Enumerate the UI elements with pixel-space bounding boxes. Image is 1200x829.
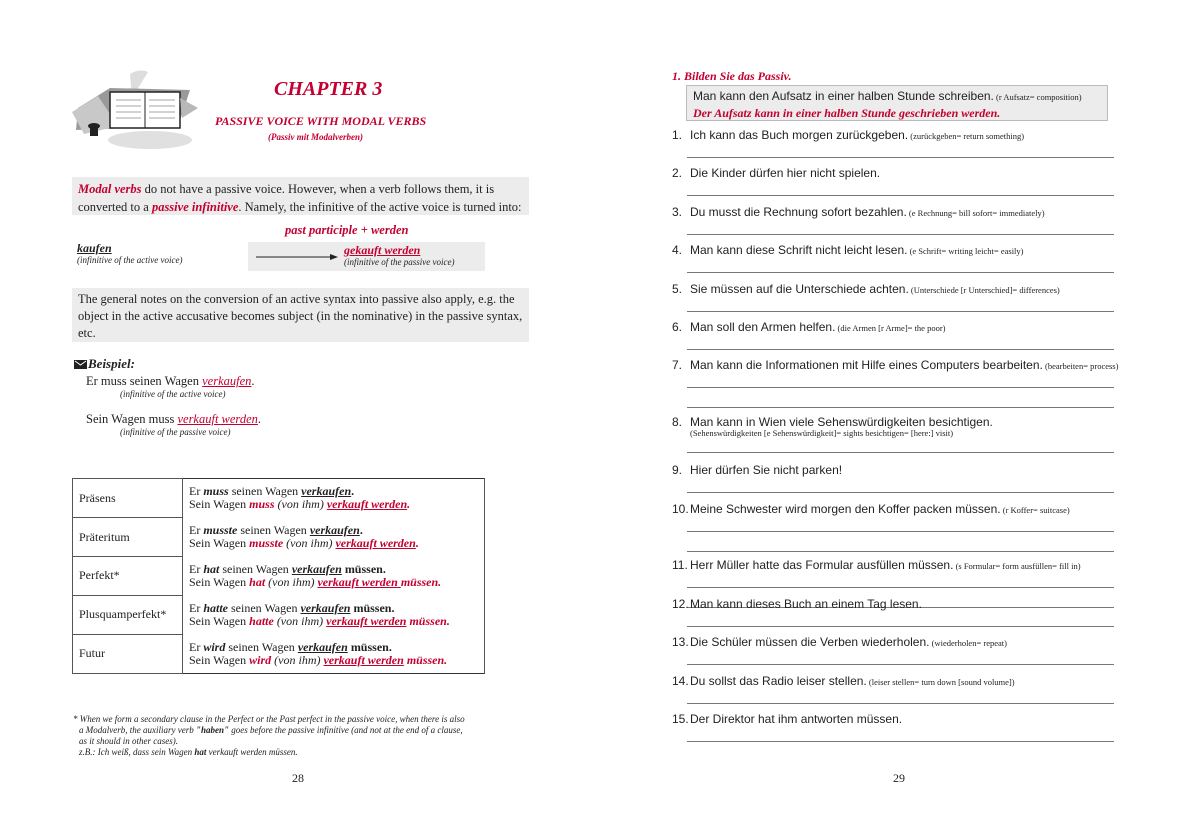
formula-heading: past participle + werden bbox=[285, 223, 409, 237]
tense-name: Plusquamperfekt* bbox=[73, 595, 183, 634]
answer-line[interactable] bbox=[687, 626, 1114, 627]
tense-name: Präteritum bbox=[73, 518, 183, 557]
chapter-subtitle-german: (Passiv mit Modalverben) bbox=[268, 132, 363, 142]
exercise-item bbox=[672, 415, 993, 438]
answer-line[interactable] bbox=[687, 387, 1114, 388]
model-hint: (r Aufsatz= composition) bbox=[993, 92, 1082, 102]
exercise-sentence: Herr Müller hatte das Formular ausfüllen müssen. bbox=[690, 558, 954, 572]
tense-active: Er wird seinen Wagen verkaufen müssen. bbox=[189, 639, 392, 654]
footnote-line-2: a Modalverb, the auxiliary verb "haben" goes before the passive infinitive (and not at the end of a clause, bbox=[79, 725, 463, 735]
exercise-item bbox=[672, 166, 880, 180]
exercise-title: 1. Bilden Sie das Passiv. bbox=[672, 69, 792, 83]
exercise-hint: (leiser stellen= turn down [sound volume]) bbox=[866, 677, 1015, 687]
exercise-item bbox=[672, 128, 1024, 142]
answer-line[interactable] bbox=[687, 157, 1114, 158]
tense-sentences bbox=[183, 595, 485, 634]
answer-line[interactable] bbox=[687, 551, 1114, 552]
example-active-verb: verkaufen bbox=[202, 374, 252, 388]
exercise-number: 4. bbox=[672, 243, 683, 257]
answer-line[interactable] bbox=[687, 531, 1114, 532]
tense-active: Er hat seinen Wagen verkaufen müssen. bbox=[189, 561, 386, 576]
tense-name: Präsens bbox=[73, 479, 183, 518]
exercise-item bbox=[672, 502, 1070, 516]
exercise-number: 5. bbox=[672, 282, 683, 296]
tense-passive: Sein Wagen hat (von ihm) verkauft werden müssen. bbox=[189, 574, 442, 589]
footnote bbox=[73, 714, 533, 758]
example-active bbox=[86, 374, 255, 399]
exercise-sentence: Man kann dieses Buch an einem Tag lesen. bbox=[690, 597, 922, 611]
table-row bbox=[73, 557, 485, 596]
answer-line[interactable] bbox=[687, 349, 1114, 350]
model-active-sentence: Man kann den Aufsatz in einer halben Stunde schreiben. bbox=[693, 89, 994, 103]
model-answer-box bbox=[686, 85, 1108, 121]
exercise-item bbox=[672, 558, 1081, 572]
active-infinitive bbox=[77, 242, 182, 265]
exercise-number: 3. bbox=[672, 205, 683, 219]
exercise-number: 15. bbox=[672, 712, 689, 726]
exercise-number: 9. bbox=[672, 463, 683, 477]
exercise-sentence: Man kann diese Schrift nicht leicht lesen. bbox=[690, 243, 908, 257]
active-infinitive-note: (infinitive of the active voice) bbox=[77, 255, 183, 265]
example-passive-verb: verkauft werden bbox=[177, 412, 258, 426]
exercise-item bbox=[672, 243, 1024, 257]
footnote-line-4: z.B.: Ich weiß, dass sein Wagen hat verkauft werden müssen. bbox=[79, 747, 298, 757]
exercise-item bbox=[672, 597, 922, 611]
exercise-hint: (e Schrift= writing leicht= easily) bbox=[907, 246, 1024, 256]
example-heading-text: Beispiel: bbox=[88, 356, 135, 371]
page-number-left: 28 bbox=[292, 771, 304, 785]
exercise-item bbox=[672, 463, 842, 477]
exercise-item bbox=[672, 205, 1045, 219]
example-active-post: . bbox=[251, 374, 255, 388]
tense-sentences bbox=[183, 557, 485, 596]
envelope-check-icon bbox=[74, 359, 88, 369]
example-heading bbox=[74, 356, 135, 372]
tense-active: Er muss seinen Wagen verkaufen. bbox=[189, 484, 355, 499]
exercise-number: 1. bbox=[672, 128, 683, 142]
exercise-hint: (s Formular= form ausfüllen= fill in) bbox=[953, 561, 1081, 571]
example-passive-note: (infinitive of the passive voice) bbox=[120, 427, 231, 437]
footnote-line-1: * When we form a secondary clause in the Perfect or the Past perfect in the passive voice, when there is also bbox=[73, 714, 465, 724]
exercise-sentence: Du musst die Rechnung sofort bezahlen. bbox=[690, 205, 907, 219]
exercise-sentence: Die Schüler müssen die Verben wiederholen. bbox=[690, 635, 930, 649]
chapter-subtitle: PASSIVE VOICE WITH MODAL VERBS bbox=[215, 114, 427, 128]
model-passive-sentence: Der Aufsatz kann in einer halben Stunde geschrieben werden. bbox=[693, 106, 1001, 120]
arrow-right-icon bbox=[256, 253, 338, 261]
exercise-hint: (Sehenswürdigkeiten [e Sehenswürdigkeit]= sights besichtigen= [here:] visit) bbox=[690, 428, 954, 438]
answer-line[interactable] bbox=[687, 664, 1114, 665]
exercise-number: 8. bbox=[672, 415, 683, 429]
exercise-hint: (wiederholen= repeat) bbox=[929, 638, 1007, 648]
page-number-right: 29 bbox=[893, 771, 905, 785]
exercise-item bbox=[672, 320, 946, 334]
exercise-sentence: Du sollst das Radio leiser stellen. bbox=[690, 674, 867, 688]
table-row bbox=[73, 518, 485, 557]
tense-sentences bbox=[183, 479, 485, 518]
general-notes-box: The general notes on the conversion of an active syntax into passive also apply, e.g. the object in the active accusative becomes subject (in the nominative) in the passive syntax, etc. bbox=[72, 288, 529, 342]
example-passive-pre: Sein Wagen muss bbox=[86, 412, 178, 426]
exercise-item bbox=[672, 282, 1060, 296]
exercise-number: 12. bbox=[672, 597, 689, 611]
passive-infinitive-word: gekauft werden bbox=[344, 243, 421, 257]
footnote-line-3: as it should in other cases). bbox=[79, 736, 178, 746]
answer-line[interactable] bbox=[687, 741, 1114, 742]
tense-sentences bbox=[183, 518, 485, 557]
answer-line[interactable] bbox=[687, 492, 1114, 493]
answer-line[interactable] bbox=[687, 272, 1114, 273]
intro-text-2: . Namely, the infinitive of the active voice is turned into: bbox=[238, 200, 522, 214]
intro-text-1: do not have a passive voice. However, when a verb follows them, it is converted to a bbox=[78, 182, 495, 214]
exercise-item bbox=[672, 635, 1007, 649]
tense-active: Er hatte seinen Wagen verkaufen müssen. bbox=[189, 600, 395, 615]
exercise-hint: (e Rechnung= bill sofort= immediately) bbox=[906, 208, 1045, 218]
intro-box bbox=[72, 177, 529, 215]
example-active-note: (infinitive of the active voice) bbox=[120, 389, 226, 399]
exercise-hint: (zurückgeben= return something) bbox=[908, 131, 1025, 141]
exercise-number: 6. bbox=[672, 320, 683, 334]
example-passive-post: . bbox=[257, 412, 262, 426]
tense-sentences bbox=[183, 634, 485, 674]
exercise-hint: (bearbeiten= process) bbox=[1042, 361, 1119, 371]
exercise-sentence: Man kann die Informationen mit Hilfe eines Computers bearbeiten. bbox=[690, 358, 1043, 372]
table-row bbox=[73, 634, 485, 674]
answer-line[interactable] bbox=[687, 452, 1114, 453]
tense-passive: Sein Wagen hatte (von ihm) verkauft werden müssen. bbox=[189, 613, 450, 628]
tense-table bbox=[72, 478, 485, 674]
exercise-sentence: Ich kann das Buch morgen zurückgeben. bbox=[690, 128, 909, 142]
intro-term-modal: Modal verbs bbox=[78, 182, 142, 196]
passive-infinitive-note: (infinitive of the passive voice) bbox=[344, 257, 455, 267]
example-passive bbox=[86, 412, 261, 437]
answer-line[interactable] bbox=[687, 234, 1114, 235]
passive-infinitive-box bbox=[248, 242, 485, 271]
answer-line[interactable] bbox=[687, 587, 1114, 588]
exercise-hint: (Unterschiede [r Unterschied]= differences) bbox=[908, 285, 1060, 295]
tense-active: Er musste seinen Wagen verkaufen. bbox=[189, 523, 363, 538]
exercise-number: 11. bbox=[672, 558, 688, 572]
exercise-number: 10. bbox=[672, 502, 689, 516]
table-row bbox=[73, 479, 485, 518]
exercise-sentence: Die Kinder dürfen hier nicht spielen. bbox=[690, 166, 881, 180]
intro-term-passive-infinitive: passive infinitive bbox=[151, 200, 239, 214]
tense-name: Futur bbox=[73, 634, 183, 674]
answer-line[interactable] bbox=[687, 407, 1114, 408]
exercise-sentence: Hier dürfen Sie nicht parken! bbox=[690, 463, 843, 477]
exercise-sentence: Meine Schwester wird morgen den Koffer packen müssen. bbox=[690, 502, 1001, 516]
exercise-sentence: Man kann in Wien viele Sehenswürdigkeiten besichtigen. bbox=[690, 415, 993, 429]
active-infinitive-word: kaufen bbox=[77, 241, 112, 255]
exercise-sentence: Der Direktor hat ihm antworten müssen. bbox=[690, 712, 903, 726]
exercise-sentence: Sie müssen auf die Unterschiede achten. bbox=[690, 282, 909, 296]
exercise-item bbox=[672, 358, 1118, 372]
answer-line[interactable] bbox=[687, 195, 1114, 196]
exercise-sentence: Man soll den Armen helfen. bbox=[690, 320, 836, 334]
chapter-illustration bbox=[70, 68, 200, 152]
exercise-hint: (die Armen [r Arme]= the poor) bbox=[835, 323, 946, 333]
exercise-number: 13. bbox=[672, 635, 689, 649]
tense-passive: Sein Wagen wird (von ihm) verkauft werden müssen. bbox=[189, 652, 448, 667]
exercise-item bbox=[672, 712, 902, 726]
tense-passive: Sein Wagen musste (von ihm) verkauft werden. bbox=[189, 536, 419, 551]
exercise-hint: (r Koffer= suitcase) bbox=[1000, 505, 1070, 515]
table-row bbox=[73, 595, 485, 634]
example-active-pre: Er muss seinen Wagen bbox=[86, 374, 203, 388]
exercise-number: 7. bbox=[672, 358, 683, 372]
exercise-item bbox=[672, 674, 1015, 688]
tense-name: Perfekt* bbox=[73, 557, 183, 596]
answer-line[interactable] bbox=[687, 311, 1114, 312]
answer-line[interactable] bbox=[687, 703, 1114, 704]
chapter-title: CHAPTER 3 bbox=[274, 78, 383, 100]
exercise-number: 2. bbox=[672, 166, 683, 180]
exercise-number: 14. bbox=[672, 674, 689, 688]
tense-passive: Sein Wagen muss (von ihm) verkauft werden. bbox=[189, 497, 411, 512]
